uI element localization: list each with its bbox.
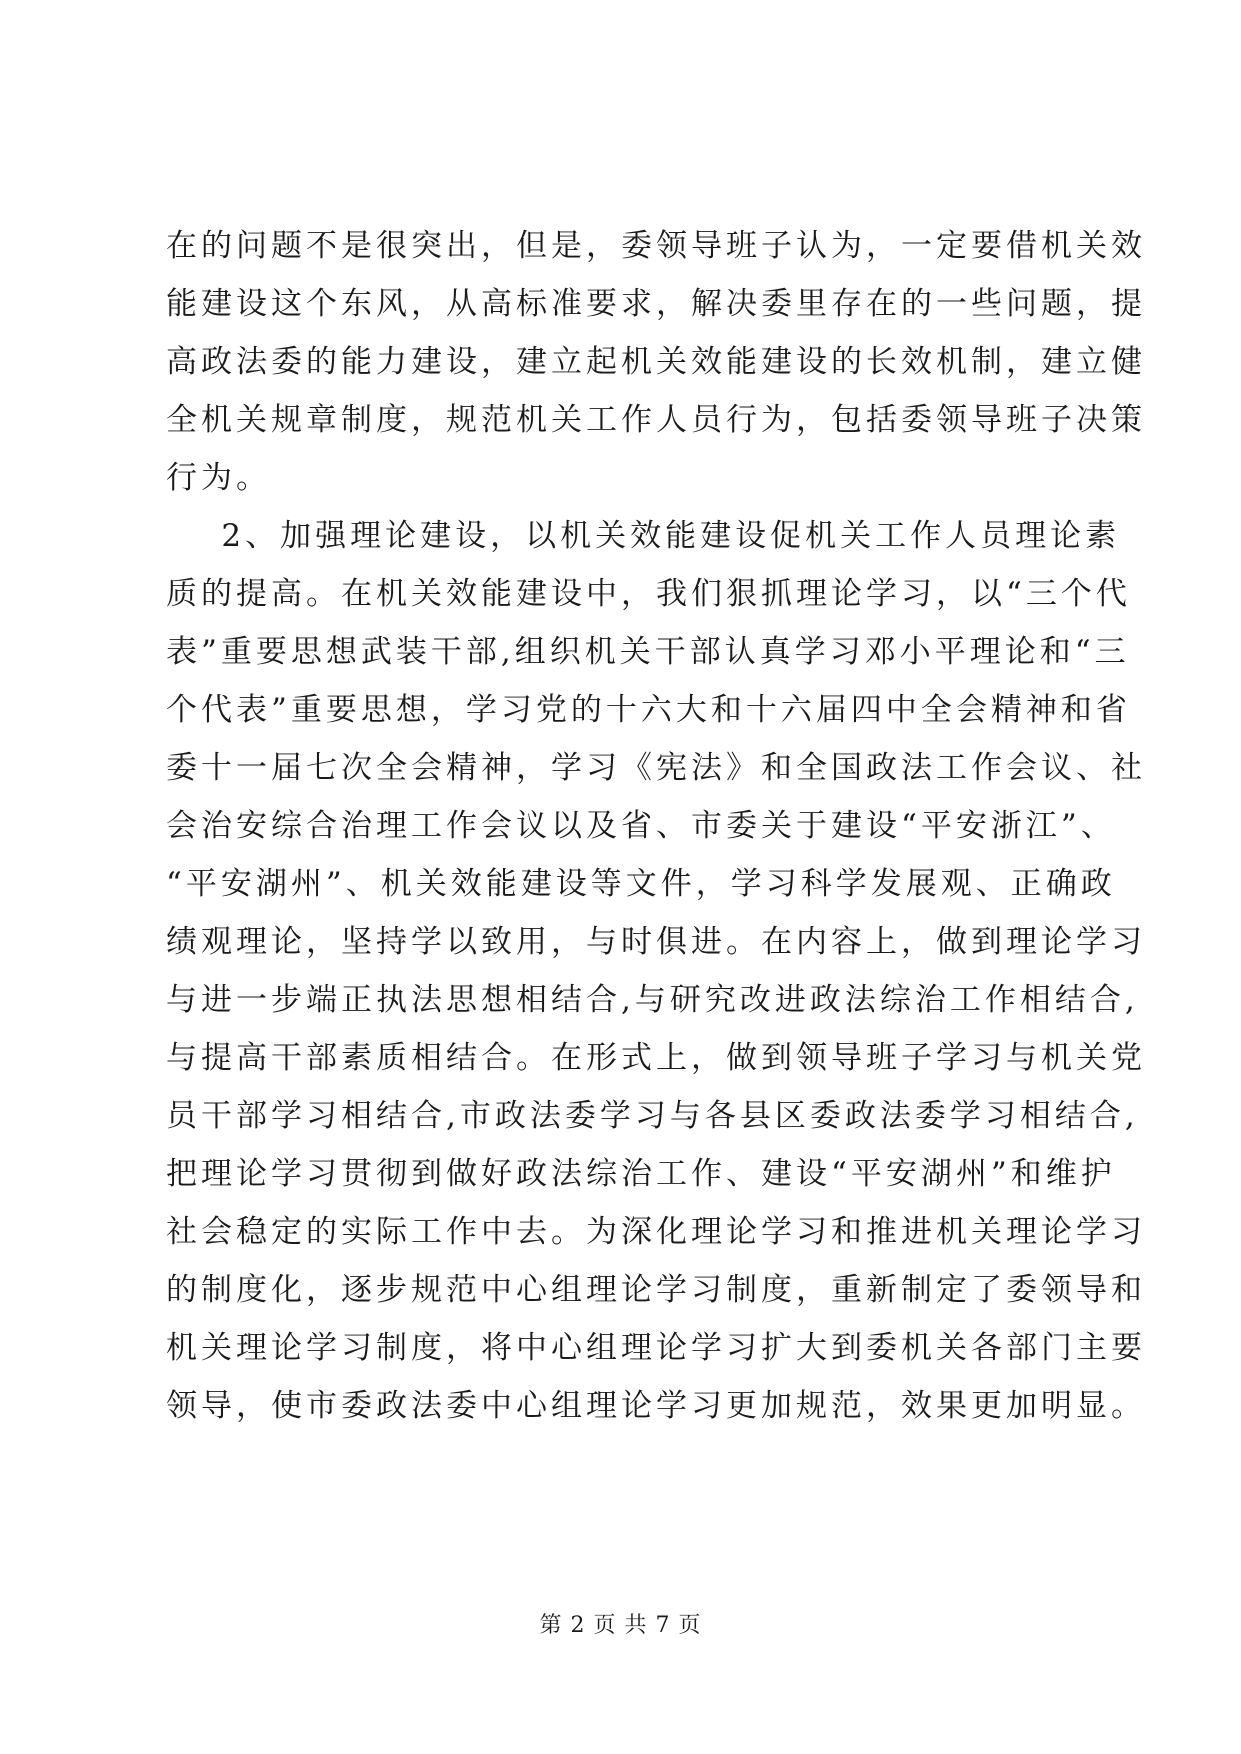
text-line: 会治安综合治理工作会议以及省、市委关于建设“平安浙江”、 — [166, 808, 1116, 844]
text-line: 2、加强理论建设，以机关效能建设促机关工作人员理论素 — [166, 518, 1121, 554]
text-line: 在的问题不是很突出，但是，委领导班子认为，一定要借机关效 — [166, 228, 1146, 264]
text-line: 高政法委的能力建设，建立起机关效能建设的长效机制，建立健 — [166, 344, 1146, 380]
text-line: “平安湖州”、机关效能建设等文件，学习科学发展观、正确政 — [166, 866, 1116, 902]
text-line: 质的提高。在机关效能建设中，我们狠抓理论学习，以“三个代 — [166, 576, 1131, 612]
text-line: 绩观理论，坚持学以致用，与时俱进。在内容上，做到理论学习 — [166, 924, 1146, 960]
text-line: 全机关规章制度，规范机关工作人员行为，包括委领导班子决策 — [166, 402, 1146, 438]
text-line: 个代表”重要思想，学习党的十六大和十六届四中全会精神和省 — [166, 692, 1131, 728]
text-line: 能建设这个东风，从高标准要求，解决委里存在的一些问题，提 — [166, 286, 1146, 322]
text-line: 把理论学习贯彻到做好政法综治工作、建设“平安湖州”和维护 — [166, 1156, 1116, 1192]
text-line: 机关理论学习制度，将中心组理论学习扩大到委机关各部门主要 — [166, 1330, 1146, 1366]
text-line: 表”重要思想武装干部,组织机关干部认真学习邓小平理论和“三 — [166, 634, 1130, 670]
text-line: 的制度化，逐步规范中心组理论学习制度，重新制定了委领导和 — [166, 1272, 1146, 1308]
text-line: 与提高干部素质相结合。在形式上，做到领导班子学习与机关党 — [166, 1040, 1146, 1076]
text-line: 委十一届七次全会精神，学习《宪法》和全国政法工作会议、社 — [166, 750, 1146, 786]
text-line: 与进一步端正执法思想相结合,与研究改进政法综治工作相结合, — [166, 982, 1139, 1018]
text-line: 员干部学习相结合,市政法委学习与各县区委政法委学习相结合, — [166, 1098, 1139, 1134]
text-line: 社会稳定的实际工作中去。为深化理论学习和推进机关理论学习 — [166, 1214, 1146, 1250]
page-number-footer: 第 2 页 共 7 页 — [539, 1613, 702, 1638]
text-line: 领导，使市委政法委中心组理论学习更加规范，效果更加明显。 — [166, 1388, 1146, 1424]
text-line: 行为。 — [166, 460, 271, 496]
